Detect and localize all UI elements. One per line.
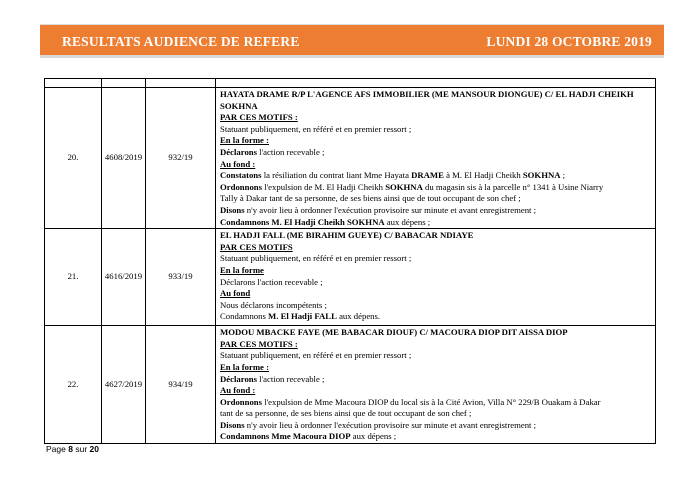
decision-text: aux dépens ; [384, 216, 431, 227]
forme-heading: En la forme [220, 264, 264, 275]
case-parties-cont: SOKHNA [220, 100, 258, 111]
table-header-row [45, 79, 656, 88]
case-number: 20. [45, 88, 102, 229]
forme-text: l'action recevable ; [257, 146, 325, 157]
table-row [45, 326, 656, 444]
header-cell [216, 79, 656, 88]
motifs-heading: PAR CES MOTIFS : [220, 338, 298, 349]
forme-heading: En la forme : [220, 361, 269, 372]
results-table [44, 78, 656, 444]
party-name: SOKHNA [385, 181, 423, 192]
forme-line [220, 147, 651, 159]
case-decision [216, 229, 656, 326]
forme-line: Déclarons l'action recevable ; [220, 276, 323, 287]
header-cell [102, 79, 146, 88]
keyword: Constatons [220, 170, 262, 181]
decision-line [220, 431, 651, 443]
keyword: Condamnons M. El Hadji Cheikh SOKHNA [220, 216, 385, 227]
decision-line [220, 311, 651, 323]
party-name: SOKHNA [522, 170, 561, 181]
header-cell [146, 79, 216, 88]
keyword: Ordonnons [220, 396, 263, 407]
decision-line-cont: Tally à Dakar tant de sa personne, de ses biens ainsi que de tout occupant de son chef ; [220, 193, 521, 204]
decision-text: à M. El Hadji Cheikh [443, 170, 523, 181]
page-footer [46, 444, 99, 454]
decision-text: n'y avoir lieu à ordonner l'exécution provisoire sur minute et avant enregistrement ; [244, 204, 537, 215]
decision-text: l'expulsion de M. El Hadji Cheikh [262, 181, 386, 192]
decision-text: Condamnons [220, 311, 269, 322]
case-rg: 4616/2019 [102, 229, 146, 326]
decision-text: n'y avoir lieu à ordonner l'exécution provisoire sur minute et avant enregistrement ; [244, 419, 537, 430]
decision-line [220, 182, 651, 194]
decision-text: ; [560, 170, 566, 181]
header-cell [45, 79, 102, 88]
motifs-heading: PAR CES MOTIFS [220, 241, 293, 252]
table-row [45, 229, 656, 326]
page-label: Page [46, 444, 66, 454]
decision-text: du magasin sis à la parcelle n° 1341 à Usine Niarry [422, 181, 604, 192]
keyword: Disons [220, 204, 245, 215]
decision-line [220, 397, 651, 409]
decision-line [220, 217, 651, 229]
motifs-heading: PAR CES MOTIFS : [220, 112, 298, 123]
header-title: RESULTATS AUDIENCE DE REFERE [62, 34, 300, 49]
decision-text: l'expulsion de Mme Macoura DIOP du local sis à la Cité Avion, Villa N° 229/B Ouakam à Dakar [262, 396, 601, 407]
keyword: Déclarons [220, 146, 257, 157]
decision-line [220, 420, 651, 432]
case-decision [216, 88, 656, 229]
header-banner [40, 24, 664, 58]
case-rg: 4608/2019 [102, 88, 146, 229]
statuant-text: Statuant publiquement, en référé et en premier ressort ; [220, 123, 412, 134]
forme-text: l'action recevable ; [257, 373, 325, 384]
decision-text: la résiliation du contrat liant Mme Hayata [261, 170, 412, 181]
keyword: Ordonnons [220, 181, 263, 192]
decision-line [220, 205, 651, 217]
case-ordonnance: 932/19 [146, 88, 216, 229]
decision-line: Nous déclarons incompétents ; [220, 299, 327, 310]
decision-text: aux dépens. [336, 311, 381, 322]
case-parties: MODOU MBACKE FAYE (ME BABACAR DIOUF) C/ MACOURA DIOP DIT AISSA DIOP [220, 327, 568, 338]
page-number: 8 [68, 444, 73, 454]
header-date: LUNDI 28 OCTOBRE 2019 [486, 34, 652, 49]
keyword: Condamnons Mme Macoura DIOP [220, 431, 351, 442]
case-ordonnance: 933/19 [146, 229, 216, 326]
case-rg: 4627/2019 [102, 326, 146, 444]
page-separator: sur [75, 444, 88, 454]
fond-heading: Au fond [220, 288, 251, 299]
fond-heading: Au fond : [220, 158, 256, 169]
party-name: M. El Hadji FALL [268, 311, 337, 322]
case-ordonnance: 934/19 [146, 326, 216, 444]
party-name: DRAME [411, 170, 444, 181]
forme-heading: En la forme : [220, 135, 269, 146]
statuant-text: Statuant publiquement, en référé et en premier ressort ; [220, 350, 412, 361]
forme-line [220, 374, 651, 386]
case-parties: HAYATA DRAME R/P L'AGENCE AFS IMMOBILIER (ME MANSOUR DIONGUE) C/ EL HADJI CHEIKH [220, 89, 634, 99]
keyword: Déclarons [220, 373, 257, 384]
case-number: 21. [45, 229, 102, 326]
case-decision [216, 326, 656, 444]
decision-text: aux dépens ; [350, 431, 397, 442]
keyword: Disons [220, 419, 245, 430]
statuant-text: Statuant publiquement, en référé et en premier ressort ; [220, 253, 412, 264]
case-parties: EL HADJI FALL (ME BIRAHIM GUEYE) C/ BABACAR NDIAYE [220, 230, 474, 241]
page-total: 20 [89, 444, 99, 454]
case-number: 22. [45, 326, 102, 444]
table-row [45, 88, 656, 229]
decision-line [220, 170, 651, 182]
fond-heading: Au fond : [220, 385, 256, 396]
decision-line-cont: tant de sa personne, de ses biens ainsi que de tout occupant de son chef ; [220, 408, 472, 419]
